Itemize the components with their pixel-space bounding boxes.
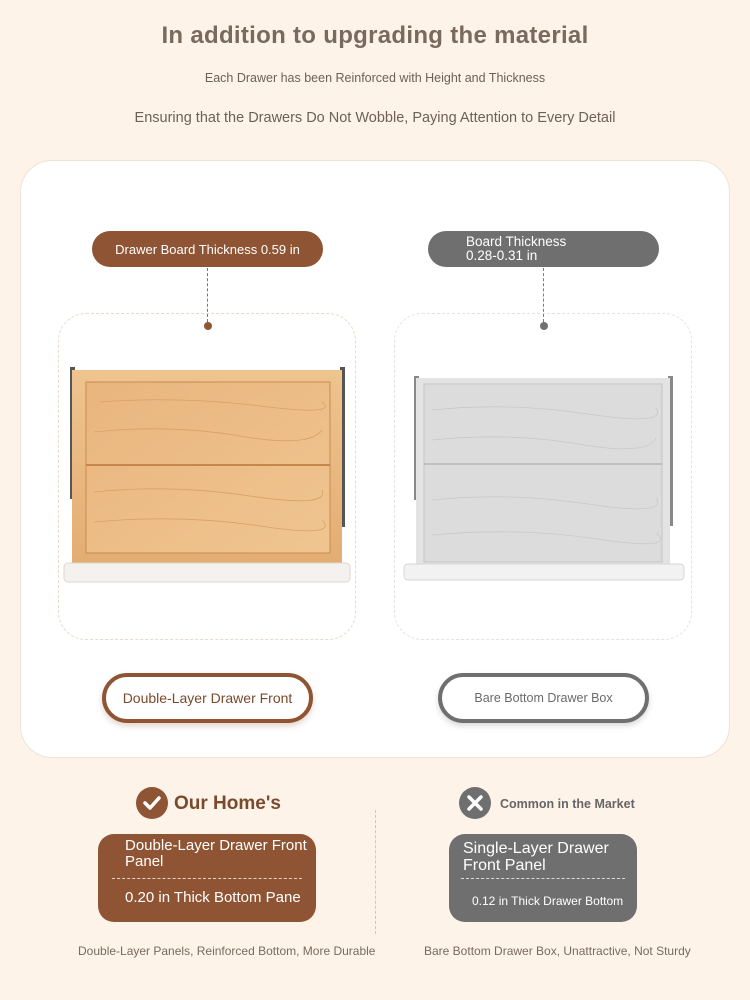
ours-feature-line2: 0.20 in Thick Bottom Pane (125, 889, 301, 906)
market-type-pill (438, 673, 649, 723)
page-tagline: Ensuring that the Drawers Do Not Wobble, Paying Attention to Every Detail (134, 110, 616, 126)
market-thickness-line2: 0.28-0.31 in (466, 248, 538, 263)
page-title: In addition to upgrading the material (161, 22, 589, 49)
gray-drawer-illustration (398, 370, 694, 590)
ours-thickness-text: Drawer Board Thickness 0.59 in (115, 241, 300, 257)
market-feature-box (449, 834, 637, 922)
market-footnote: Bare Bottom Drawer Box, Unattractive, Not Sturdy (424, 944, 691, 958)
market-thickness-tag (428, 231, 659, 267)
checkmark-icon (136, 787, 168, 819)
ours-type-pill (102, 673, 313, 723)
ours-heading: Our Home's (174, 793, 281, 814)
close-icon (459, 787, 491, 819)
market-feature-line2: 0.12 in Thick Drawer Bottom (472, 894, 624, 908)
wood-drawer-illustration (60, 362, 356, 592)
market-type-label: Bare Bottom Drawer Box (474, 691, 613, 705)
ours-type-label: Double-Layer Drawer Front (122, 690, 293, 706)
page-subtitle: Each Drawer has been Reinforced with Height and Thickness (204, 71, 546, 85)
ours-thickness-tag (92, 231, 323, 267)
market-feature-separator (461, 878, 625, 879)
market-heading: Common in the Market (500, 797, 635, 811)
market-feature-line1: Single-Layer Drawer Front Panel (463, 840, 609, 874)
ours-footnote: Double-Layer Panels, Reinforced Bottom, More Durable (78, 944, 376, 958)
divider (375, 810, 376, 934)
ours-feature-line1: Double-Layer Drawer Front Panel (125, 837, 307, 870)
ours-feature-separator (112, 878, 302, 879)
ours-feature-box (98, 834, 316, 922)
market-thickness-line1: Board Thickness (466, 234, 567, 249)
